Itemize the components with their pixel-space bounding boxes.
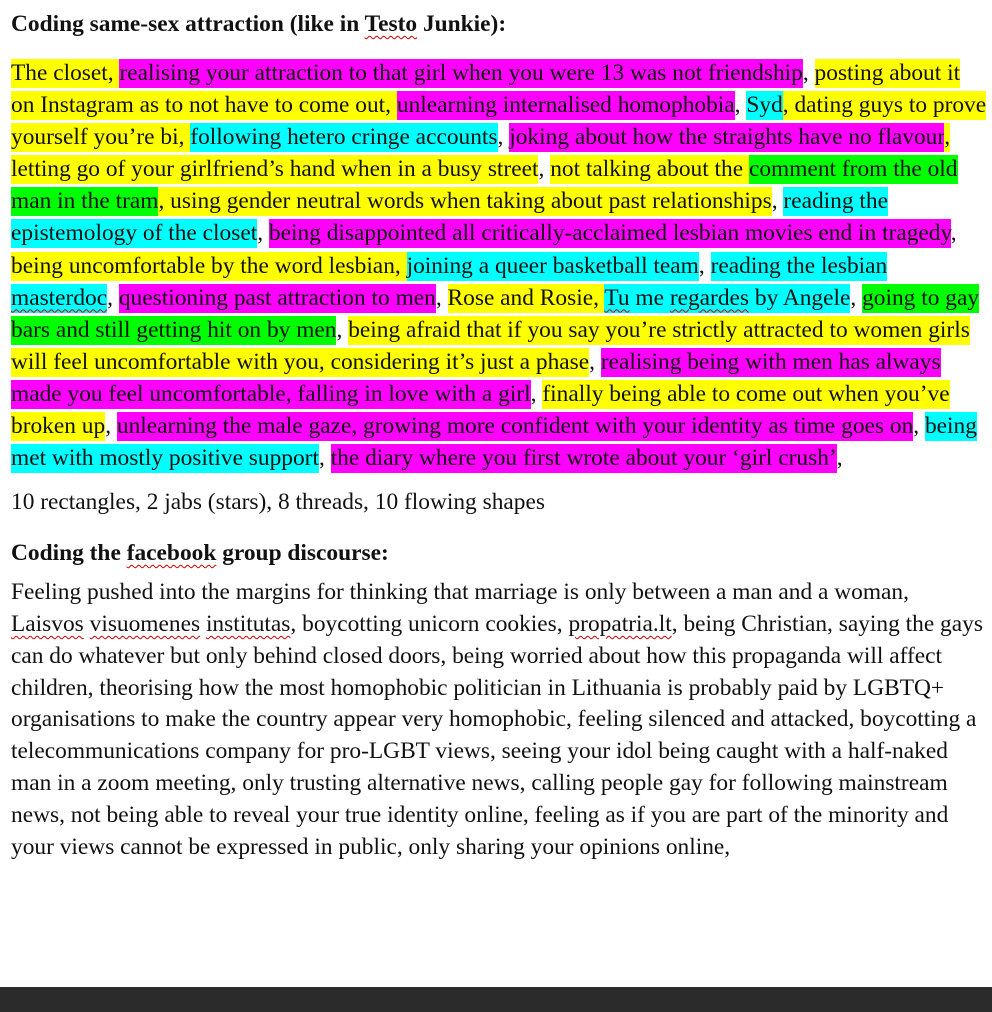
highlighted-code-segment: , xyxy=(944,124,951,151)
heading-text: Coding same-sex attraction (like in xyxy=(11,11,365,37)
highlighted-code-segment: not talking about the xyxy=(550,156,749,183)
highlighted-code-segment: , xyxy=(318,445,331,472)
heading-text: group discourse: xyxy=(216,540,389,567)
discourse-paragraph xyxy=(11,577,987,863)
highlighted-code-segment: realising your attraction to that girl when you were 13 was not friendship xyxy=(119,60,803,86)
highlighted-code-segment: letting go of your girlfriend’s hand when in a busy street xyxy=(11,156,539,183)
spellcheck-word: institutas xyxy=(205,611,291,638)
highlighted-code-segment: , xyxy=(734,92,747,119)
highlighted-code-segment: , xyxy=(336,316,349,343)
discourse-text: Feeling pushed into the margins for thinking that marriage is only between a man and a woman, xyxy=(11,579,909,606)
highlighted-code-segment: , xyxy=(771,188,784,215)
highlighted-code-segment: , xyxy=(850,284,863,311)
highlighted-code-segment: reading the epistemology of the closet xyxy=(11,188,888,247)
highlighted-code-segment: , xyxy=(698,252,711,279)
spellcheck-word: Tu xyxy=(604,284,630,311)
highlighted-code-segment: , xyxy=(836,445,843,472)
highlighted-code-segment: being uncomfortable by the word lesbian xyxy=(11,252,395,279)
heading-text: Junkie): xyxy=(417,11,507,37)
highlighted-code-segment: , xyxy=(530,380,543,407)
discourse-text: , being Christian, saying the gays can do whatever but only behind closed doors, being worried about how this propaganda will affect children, theorising how the most homophobic politician in Lithuania is probably paid by LGBTQ+ organisations to make the country appear very homophobic, feeling silenced and attacked, boycotting a telecommunications company for pro-LGBT views, seeing your idol being caught with a half-naked man in a zoom meeting, only trusting alternative news, calling people gay for following mainstream news, not being able to reveal your true identity online, feeling as if you are part of the minority and your views cannot be expressed in public, only sharing your opinions online, xyxy=(11,611,983,860)
coded-paragraph xyxy=(11,57,987,474)
highlighted-code-segment: , xyxy=(105,413,117,440)
highlighted-code-segment: , xyxy=(950,220,957,247)
heading-same-sex-coding xyxy=(11,8,987,40)
highlighted-code-segment: unlearning internalised homophobia xyxy=(396,92,735,119)
highlighted-code-segment: , xyxy=(257,220,269,247)
highlighted-code-segment: , xyxy=(782,92,795,119)
highlighted-code-segment: questioning past attraction to men xyxy=(118,284,436,311)
highlighted-code-segment: unlearning the male gaze, growing more confident with your identity as time goes on xyxy=(116,413,914,440)
highlighted-code-segment: the diary where you first wrote about your ‘girl crush’ xyxy=(330,445,837,472)
highlighted-code-segment: dating guys to prove yourself you’re bi xyxy=(11,92,987,151)
highlighted-code-segment: me xyxy=(629,284,670,311)
highlighted-code-segment: , xyxy=(589,348,601,375)
highlighted-code-segment: comment from the old man in the tram xyxy=(11,156,958,215)
highlighted-code-segment: , xyxy=(107,284,119,311)
document-page xyxy=(11,0,987,863)
spellcheck-word: propatria.lt xyxy=(568,611,672,638)
highlighted-code-segment: going to gay bars and still getting hit on by men xyxy=(11,284,980,343)
highlighted-code-segment: , xyxy=(593,284,605,311)
discourse-text: , boycotting unicorn cookies, xyxy=(290,611,569,638)
heading-text: Coding the xyxy=(11,540,127,567)
highlighted-code-segment: , xyxy=(538,156,551,183)
highlighted-code-segment: , xyxy=(107,60,120,86)
highlighted-code-segment: , xyxy=(158,188,171,215)
highlighted-code-segment: , xyxy=(178,124,191,151)
shape-summary: 10 rectangles, 2 jabs (stars), 8 threads, 10 flowing shapes xyxy=(11,489,545,516)
highlighted-code-segment: , xyxy=(385,92,397,119)
highlighted-code-segment: joining a queer basketball team xyxy=(406,252,699,279)
highlighted-code-segment: , xyxy=(802,60,815,86)
highlighted-code-segment: finally being able to come out when you’ve broken up xyxy=(11,380,950,440)
highlighted-code-segment: using gender neutral words when taking about past relationships xyxy=(170,188,772,215)
spellcheck-word: Laisvos xyxy=(11,611,84,638)
spellcheck-word: facebook xyxy=(126,540,217,567)
highlighted-code-segment: The closet xyxy=(11,60,108,86)
highlighted-code-segment: Rose and Rosie xyxy=(447,284,594,311)
highlighted-code-segment: , xyxy=(318,348,331,375)
spellcheck-word: masterdoc xyxy=(11,284,108,311)
highlighted-code-segment: Syd xyxy=(746,92,783,119)
highlighted-code-segment: by Angele xyxy=(749,284,851,311)
spellcheck-word: regardes xyxy=(669,284,750,311)
highlighted-code-segment: , xyxy=(913,413,925,440)
highlighted-code-segment: joking about how the straights have no flavour xyxy=(509,124,945,151)
highlighted-code-segment: reading the lesbian xyxy=(710,252,888,279)
spellcheck-word: visuomenes xyxy=(89,611,201,638)
heading-facebook-coding xyxy=(11,537,987,569)
spellcheck-word: Testo xyxy=(364,11,418,37)
highlighted-code-segment: , xyxy=(435,284,448,311)
taskbar xyxy=(0,987,992,1012)
highlighted-code-segment: posting about it on Instagram as to not have to come out xyxy=(11,60,961,119)
highlighted-code-segment: following hetero cringe accounts xyxy=(190,124,498,151)
highlighted-code-segment: , xyxy=(394,252,407,279)
highlighted-code-segment: being met with mostly positive support xyxy=(11,413,977,472)
highlighted-code-segment: being disappointed all critically-acclaimed lesbian movies end in tragedy xyxy=(268,220,951,247)
highlighted-code-segment: realising being with men has always made you feel uncomfortable, falling in love with a girl xyxy=(11,348,941,407)
highlighted-code-segment: , xyxy=(497,124,510,151)
highlighted-code-segment: being afraid that if you say you’re strictly attracted to women girls will feel uncomfortable with you xyxy=(11,316,970,375)
highlighted-code-segment: considering it’s just a phase xyxy=(330,348,590,375)
